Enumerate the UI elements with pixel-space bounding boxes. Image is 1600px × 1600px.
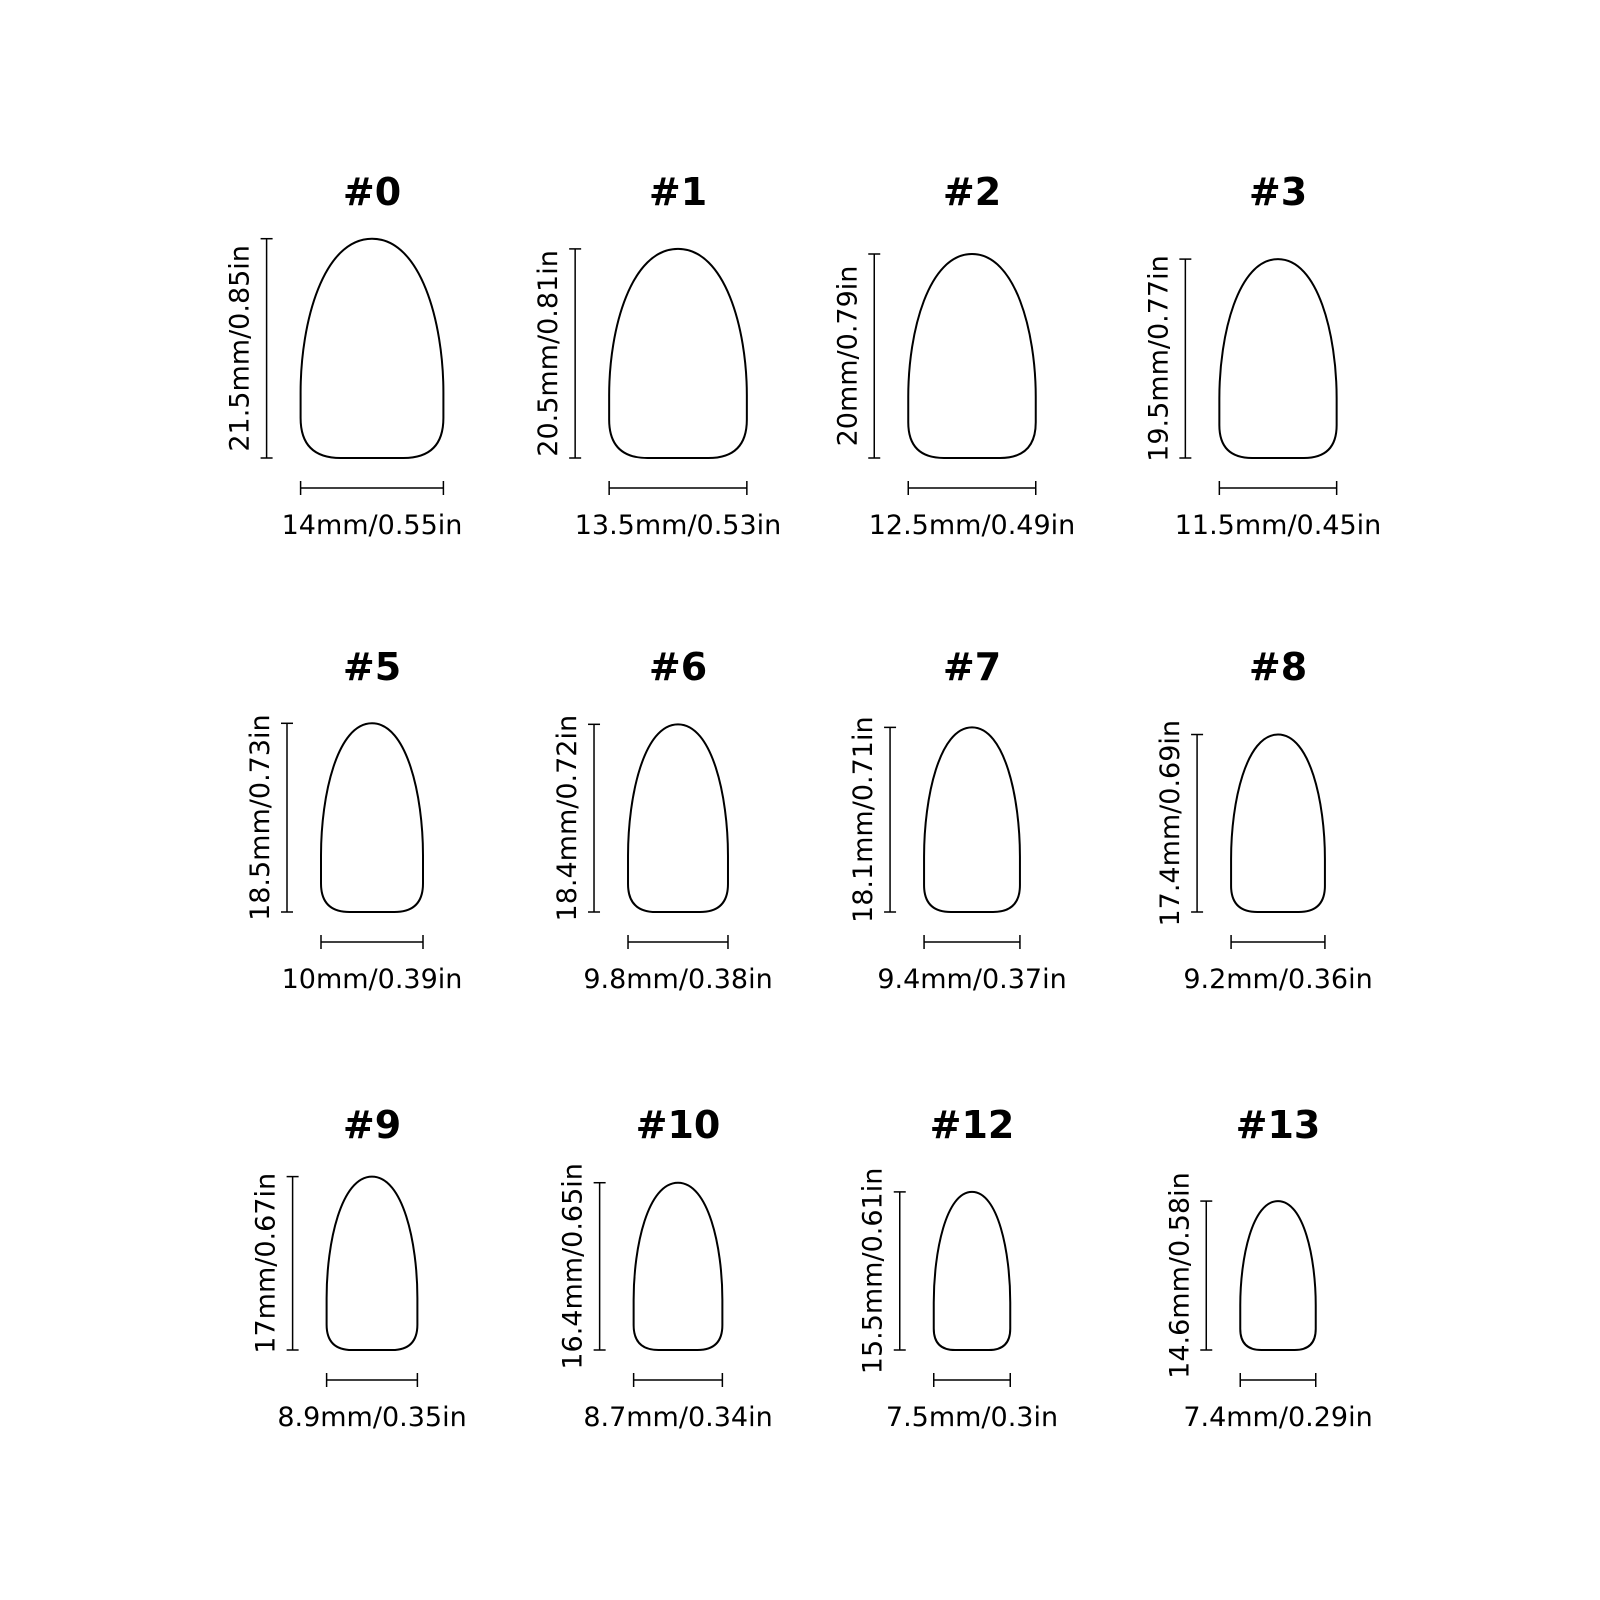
width-ruler-10 bbox=[634, 1373, 723, 1387]
size-cell-3 bbox=[1143, 170, 1381, 541]
height-label-6: 18.4mm/0.72in bbox=[552, 714, 584, 922]
nail-outline-9 bbox=[327, 1177, 418, 1350]
size-cell-10 bbox=[558, 1103, 773, 1433]
height-label-9: 17mm/0.67in bbox=[250, 1172, 282, 1354]
size-label-10: #10 bbox=[635, 1103, 721, 1147]
height-ruler-12 bbox=[894, 1192, 906, 1350]
height-label-0: 21.5mm/0.85in bbox=[224, 245, 256, 452]
width-ruler-7 bbox=[924, 935, 1020, 949]
height-label-3: 19.5mm/0.77in bbox=[1143, 255, 1175, 462]
nail-outline-13 bbox=[1240, 1201, 1315, 1350]
size-cell-5 bbox=[245, 645, 462, 995]
size-label-2: #2 bbox=[942, 170, 1002, 214]
width-label-9: 8.9mm/0.35in bbox=[277, 1402, 467, 1433]
size-cell-13 bbox=[1164, 1103, 1372, 1433]
size-cell-7 bbox=[848, 645, 1067, 995]
height-label-10: 16.4mm/0.65in bbox=[557, 1163, 589, 1370]
width-label-13: 7.4mm/0.29in bbox=[1183, 1402, 1373, 1433]
height-ruler-6 bbox=[588, 724, 600, 912]
height-ruler-1 bbox=[569, 249, 581, 458]
nail-outline-0 bbox=[301, 239, 444, 458]
width-ruler-0 bbox=[301, 481, 444, 495]
width-label-5: 10mm/0.39in bbox=[281, 964, 463, 995]
nail-outline-6 bbox=[628, 724, 728, 912]
height-ruler-8 bbox=[1191, 735, 1203, 912]
size-cell-2 bbox=[832, 170, 1075, 541]
size-label-3: #3 bbox=[1248, 170, 1308, 214]
height-label-5: 18.5mm/0.73in bbox=[245, 714, 276, 921]
width-label-1: 13.5mm/0.53in bbox=[574, 510, 782, 541]
width-ruler-9 bbox=[327, 1373, 418, 1387]
nail-outline-2 bbox=[908, 254, 1036, 458]
height-label-1: 20.5mm/0.81in bbox=[533, 250, 565, 457]
width-ruler-5 bbox=[321, 935, 423, 949]
nail-outline-8 bbox=[1231, 735, 1325, 912]
nail-outline-7 bbox=[924, 727, 1020, 912]
width-label-10: 8.7mm/0.34in bbox=[583, 1402, 773, 1433]
height-label-7: 18.1mm/0.71in bbox=[848, 716, 880, 923]
width-label-2: 12.5mm/0.49in bbox=[868, 510, 1076, 541]
size-label-0: #0 bbox=[342, 170, 402, 214]
height-ruler-3 bbox=[1179, 259, 1191, 458]
size-label-1: #1 bbox=[648, 170, 708, 214]
nail-outline-1 bbox=[609, 249, 747, 458]
width-ruler-13 bbox=[1240, 1373, 1315, 1387]
nail-outline-10 bbox=[634, 1183, 723, 1350]
height-label-12: 15.5mm/0.61in bbox=[857, 1167, 889, 1375]
nail-outline-3 bbox=[1219, 259, 1336, 458]
size-cell-1 bbox=[533, 170, 781, 541]
size-label-12: #12 bbox=[929, 1103, 1015, 1147]
height-ruler-13 bbox=[1200, 1201, 1212, 1350]
size-label-7: #7 bbox=[942, 645, 1002, 689]
height-ruler-0 bbox=[261, 239, 273, 458]
size-cell-12 bbox=[858, 1103, 1058, 1433]
height-ruler-10 bbox=[594, 1183, 606, 1350]
size-label-13: #13 bbox=[1235, 1103, 1321, 1147]
width-label-7: 9.4mm/0.37in bbox=[877, 964, 1067, 995]
width-ruler-6 bbox=[628, 935, 728, 949]
width-label-3: 11.5mm/0.45in bbox=[1174, 510, 1382, 541]
width-label-6: 9.8mm/0.38in bbox=[583, 964, 773, 995]
size-label-6: #6 bbox=[648, 645, 708, 689]
width-label-8: 9.2mm/0.36in bbox=[1183, 964, 1373, 995]
height-ruler-5 bbox=[281, 723, 293, 912]
height-ruler-2 bbox=[868, 254, 880, 458]
width-ruler-3 bbox=[1219, 481, 1336, 495]
size-cell-9 bbox=[251, 1103, 467, 1433]
size-label-8: #8 bbox=[1248, 645, 1308, 689]
height-label-8: 17.4mm/0.69in bbox=[1155, 719, 1187, 927]
size-label-9: #9 bbox=[342, 1103, 402, 1147]
width-ruler-2 bbox=[908, 481, 1036, 495]
width-ruler-8 bbox=[1231, 935, 1325, 949]
height-ruler-9 bbox=[287, 1177, 299, 1350]
nail-outline-12 bbox=[934, 1192, 1011, 1350]
size-cell-8 bbox=[1155, 645, 1373, 995]
size-label-5: #5 bbox=[342, 645, 402, 689]
size-cell-0 bbox=[225, 170, 463, 541]
width-ruler-1 bbox=[609, 481, 747, 495]
width-ruler-12 bbox=[934, 1373, 1011, 1387]
width-label-0: 14mm/0.55in bbox=[281, 510, 463, 541]
height-label-2: 20mm/0.79in bbox=[832, 265, 864, 447]
height-label-13: 14.6mm/0.58in bbox=[1164, 1172, 1196, 1379]
height-ruler-7 bbox=[884, 727, 896, 912]
size-cell-6 bbox=[552, 645, 773, 995]
width-label-12: 7.5mm/0.3in bbox=[885, 1402, 1059, 1433]
nail-outline-5 bbox=[321, 723, 423, 912]
